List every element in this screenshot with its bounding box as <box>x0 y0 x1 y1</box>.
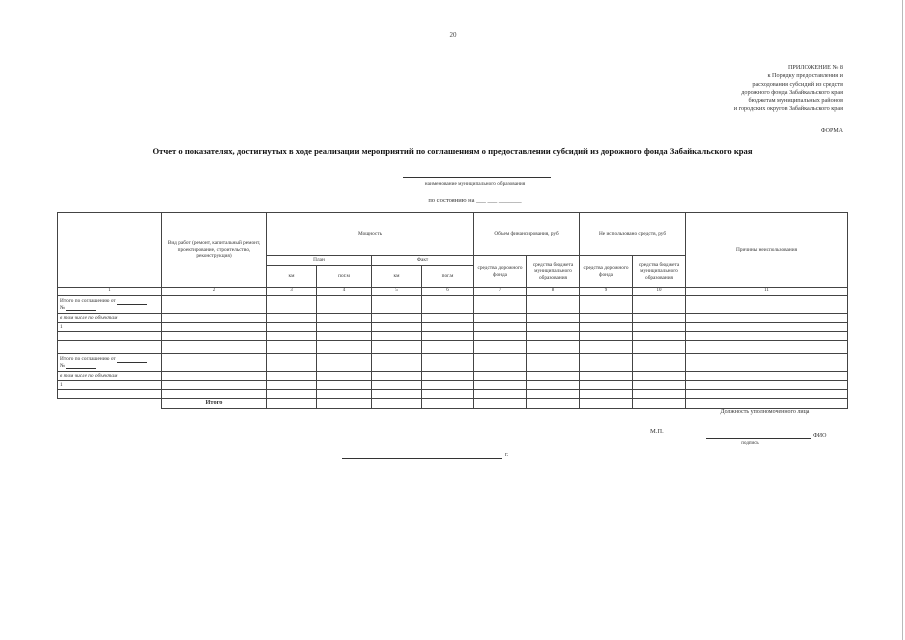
header-fact-km: км <box>372 266 422 288</box>
agreement-1-number: № <box>60 304 66 311</box>
column-number: 6 <box>422 288 474 296</box>
signature-caption: подпись <box>741 441 759 446</box>
appendix-line: расходования субсидий из средств <box>752 80 843 88</box>
header-work-type: Вид работ (ремонт, капитальный ремонт, проектирование, строительство, реконструкция) <box>162 213 267 288</box>
date-suffix: г. <box>505 452 509 458</box>
agreement-1-objects: в том числе по объектам <box>58 314 162 323</box>
header-fact-pogm: пог.м <box>422 266 474 288</box>
header-plan-pogm: пог.м <box>317 266 372 288</box>
column-number: 1 <box>58 288 162 296</box>
header-empty-cell <box>58 213 162 288</box>
header-unused-funds: Не использовано средств, руб <box>580 213 686 256</box>
table-row <box>58 314 848 323</box>
municipality-caption: наименование муниципального образования <box>424 181 526 187</box>
agreement-2-number: № <box>60 362 66 369</box>
header-funding-volume: Объем финансирования, руб <box>474 213 580 256</box>
table-row <box>58 332 848 341</box>
municipality-blank-line <box>403 177 551 178</box>
agreement-2-objects: в том числе по объектам <box>58 372 162 381</box>
stamp-place-label: М.П. <box>650 428 664 435</box>
column-number: 8 <box>527 288 580 296</box>
signature-line <box>706 438 811 439</box>
header-capacity: Мощность <box>267 213 474 256</box>
header-fact: Факт <box>372 256 474 266</box>
column-number: 11 <box>686 288 848 296</box>
agreement-1-label <box>58 296 162 314</box>
column-number: 9 <box>580 288 633 296</box>
table-row <box>58 381 848 390</box>
page-number: 20 <box>449 31 457 39</box>
as-of-date: по состоянию на ___ ___ _______ <box>428 197 522 204</box>
agreement-2-label <box>58 354 162 372</box>
agreement-1-text: Итого по соглашению от <box>60 298 116 304</box>
table-row <box>58 296 848 314</box>
agreement-2-item: 1 <box>58 381 162 390</box>
agreement-1-item: 1 <box>58 323 162 332</box>
appendix-header <box>663 64 843 114</box>
header-reasons: Причины неиспользования <box>686 213 848 288</box>
document-title: Отчет о показателях, достигнутых в ходе реализации мероприятий по соглашениям о предоставлении субсидий из дорожного фонда Забайкальского края <box>152 146 753 156</box>
column-number: 10 <box>633 288 686 296</box>
appendix-line: дорожного фонда Забайкальского края <box>741 88 843 96</box>
column-number: 2 <box>162 288 267 296</box>
column-number: 3 <box>267 288 317 296</box>
total-label: Итого <box>162 399 267 409</box>
table-row <box>58 323 848 332</box>
position-caption: Должность уполномоченного лица <box>720 409 810 415</box>
header-muni-budget-2: средства бюджета муниципального образования <box>633 256 686 288</box>
header-road-fund-2: средства дорожного фонда <box>580 256 633 288</box>
date-line <box>342 458 502 459</box>
header-plan: План <box>267 256 372 266</box>
agreement-2-text: Итого по соглашению от <box>60 356 116 362</box>
table-row <box>58 354 848 372</box>
appendix-line: ПРИЛОЖЕНИЕ № 8 <box>787 64 843 71</box>
scan-edge-line <box>902 0 903 640</box>
fio-label: ФИО <box>813 433 827 439</box>
column-number: 4 <box>317 288 372 296</box>
appendix-line: и городских округов Забайкальского края <box>733 105 843 113</box>
form-label: ФОРМА <box>820 128 843 134</box>
appendix-line: к Порядку предоставления и <box>767 72 843 80</box>
report-table <box>57 212 848 409</box>
header-road-fund: средства дорожного фонда <box>474 256 527 288</box>
column-number: 5 <box>372 288 422 296</box>
table-row <box>58 341 848 354</box>
appendix-line: бюджетам муниципальных районов <box>748 97 843 105</box>
header-plan-km: км <box>267 266 317 288</box>
table-row <box>58 372 848 381</box>
column-number: 7 <box>474 288 527 296</box>
total-row <box>58 399 848 409</box>
header-muni-budget: средства бюджета муниципального образования <box>527 256 580 288</box>
table-row <box>58 390 848 399</box>
